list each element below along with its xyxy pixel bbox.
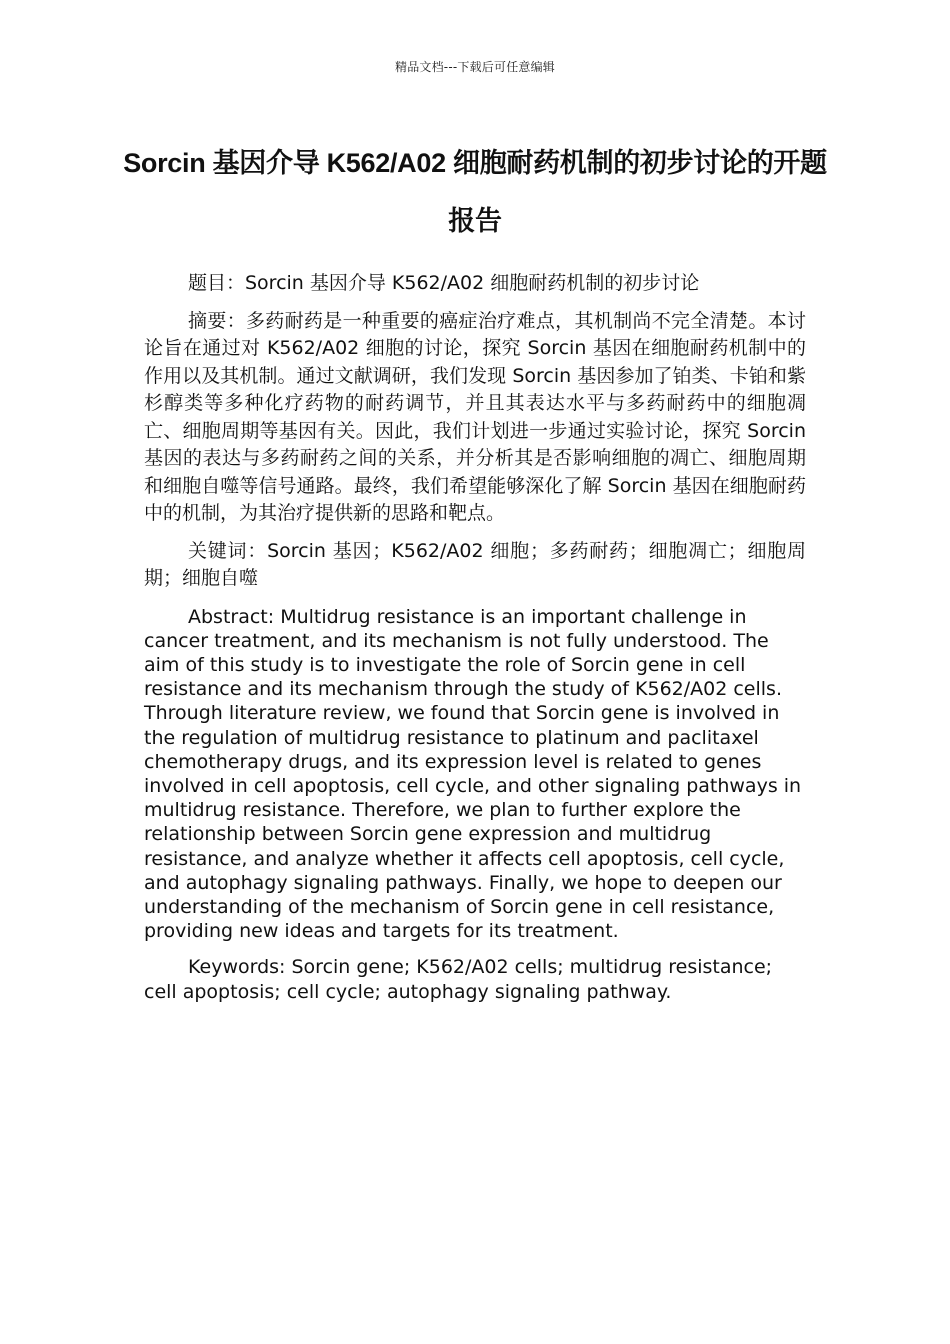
header-note: 精品文档---下载后可任意编辑	[395, 60, 555, 74]
keywords-cn: 关键词：Sorcin 基因；K562/A02 细胞；多药耐药；细胞凋亡；细胞周期；细胞自噬	[144, 539, 806, 589]
document-body	[144, 270, 806, 1016]
document-title: Sorcin 基因介导 K562/A02 细胞耐药机制的初步讨论的开题报告	[123, 148, 827, 236]
abstract-cn: 摘要：多药耐药是一种重要的癌症治疗难点，其机制尚不完全清楚。本讨论旨在通过对 K562/A02 细胞的讨论，探究 Sorcin 基因在细胞耐药机制中的作用以及其机制。通过文献调研，我们发现 Sorcin 基因参加了铂类、卡铂和紫杉醇类等多种化疗药物的耐药调节，并且其表达水平与多药耐药中的细胞凋亡、细胞周期等基因有关。因此，我们计划进一步通过实验讨论，探究 Sorcin 基因的表达与多药耐药之间的关系，并分析其是否影响细胞的凋亡、细胞周期和细胞自噬等信号通路。最终，我们希望能够深化了解 Sorcin 基因在细胞耐药中的机制，为其治疗提供新的思路和靶点。	[144, 309, 806, 524]
keywords-en: Keywords: Sorcin gene; K562/A02 cells; multidrug resistance; cell apoptosis; cell cycle; autophagy signaling pathway.	[144, 956, 773, 1003]
abstract-en: Abstract: Multidrug resistance is an important challenge in cancer treatment, and its mechanism is not fully understood. The aim of this study is to investigate the role of Sorcin gene in cell resistance and its mechanism through the study of K562/A02 cells. Through literature review, we found that Sorcin gene is involved in the regulation of multidrug resistance to platinum and paclitaxel chemotherapy drugs, and its expression level is related to genes involved in cell apoptosis, cell cycle, and other signaling pathways in multidrug resistance. Therefore, we plan to further explore the relationship between Sorcin gene expression and multidrug resistance, and analyze whether it affects cell apoptosis, cell cycle, and autophagy signaling pathways. Finally, we hope to deepen our understanding of the mechanism of Sorcin gene in cell resistance, providing new ideas and targets for its treatment.	[144, 605, 802, 943]
subject-line: 题目：Sorcin 基因介导 K562/A02 细胞耐药机制的初步讨论	[188, 272, 700, 294]
